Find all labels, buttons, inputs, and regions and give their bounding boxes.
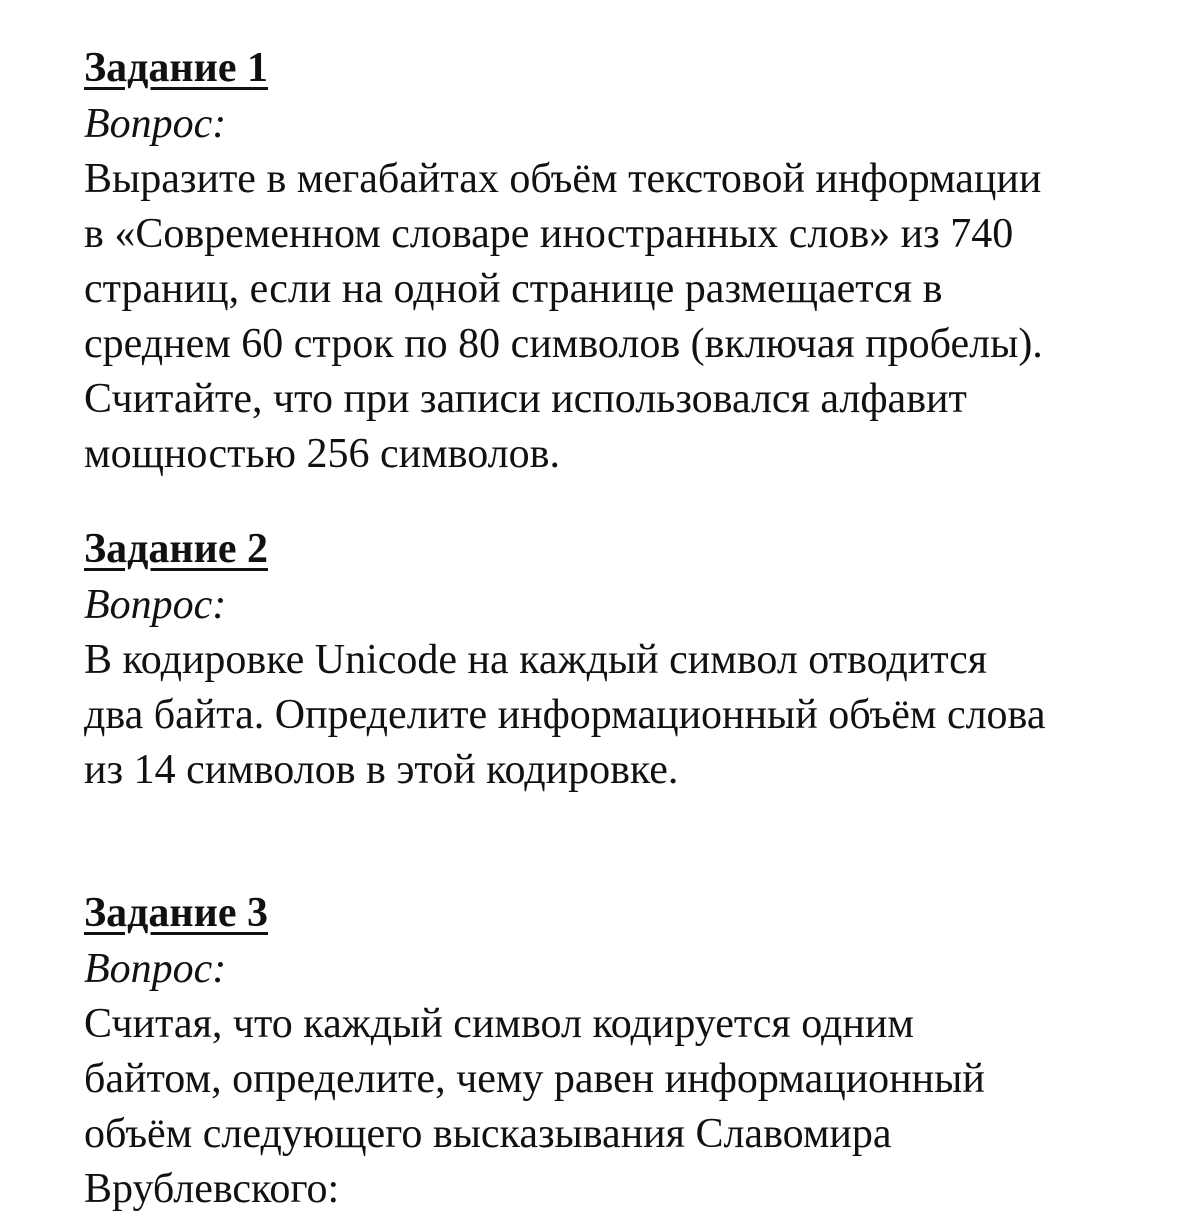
task-2-question-text: В кодировке Unicode на каждый символ отводится два байта. Определите информационный объём слова из 14 символов в этой кодировке. [84, 637, 1046, 793]
task-3 [84, 885, 985, 1217]
task-1-title: Задание 1 [84, 45, 268, 91]
task-3-question-label: Вопрос: [84, 946, 227, 992]
task-1-question-text: Выразите в мегабайтах объём текстовой информации в «Современном словаре иностранных слов» из 740 страниц, если на одной странице размещается в среднем 60 строк по 80 символов (включая пробелы). Считайте, что при записи использовался алфавит мощностью 256 символов. [84, 156, 1043, 477]
task-2-question-label: Вопрос: [84, 582, 227, 628]
task-3-question-text: Считая, что каждый символ кодируется одним байтом, определите, чему равен информационный объём следующего высказывания Славомира Врублевского: [84, 1001, 985, 1212]
task-3-title: Задание 3 [84, 890, 268, 936]
task-2-title: Задание 2 [84, 526, 268, 572]
task-1-question-label: Вопрос: [84, 101, 227, 147]
task-2 [84, 521, 1045, 798]
task-1 [84, 40, 1043, 482]
